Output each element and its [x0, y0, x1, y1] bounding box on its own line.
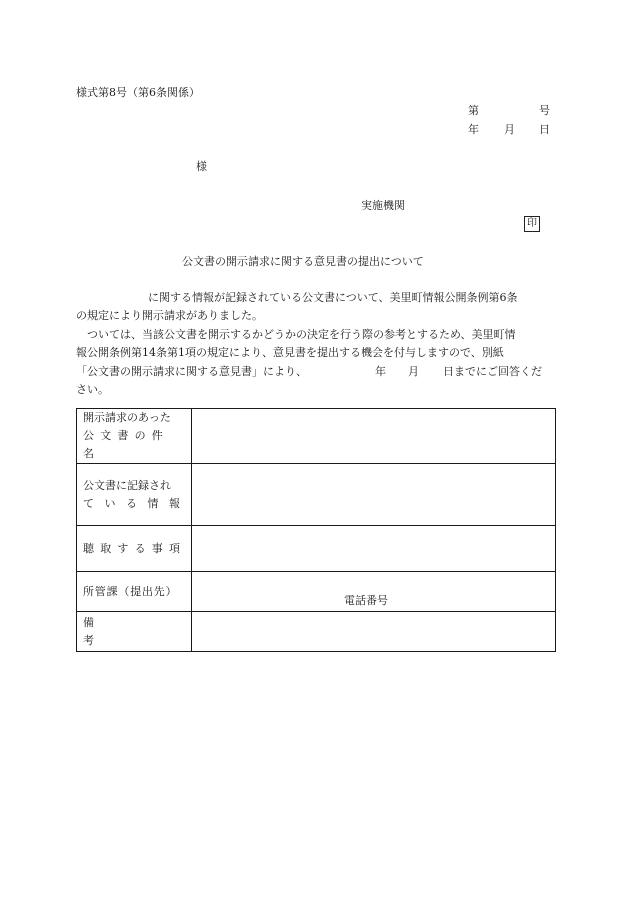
- phone-number-label: 電話番号: [344, 594, 388, 607]
- body-line-1: に関する情報が記録されている公文書について、美里町情報公開条例第6条: [148, 291, 518, 304]
- date-month: 月: [504, 123, 515, 136]
- information-table: [76, 408, 556, 652]
- sender-organization: 実施機関: [361, 199, 405, 212]
- label-recorded-information-line2: ている情報: [83, 496, 191, 510]
- label-requested-document-line2: 公文書の件名: [83, 429, 169, 460]
- table-row: [77, 464, 556, 526]
- document-title: 公文書の開示請求に関する意見書の提出について: [182, 255, 424, 268]
- document-number-prefix: 第: [468, 104, 479, 117]
- seal-stamp: 印: [524, 216, 540, 232]
- table-row: [77, 612, 556, 652]
- table-row: [77, 572, 556, 612]
- label-responsible-section: 所管課（提出先）: [77, 572, 192, 612]
- label-remarks: 備考: [77, 612, 192, 652]
- body-line-5-start: 「公文書の開示請求に関する意見書」により、: [76, 365, 307, 378]
- date-day: 日: [539, 123, 550, 136]
- value-hearing-items[interactable]: [192, 526, 556, 572]
- body-line-6: さい。: [76, 383, 109, 396]
- table-row: [77, 409, 556, 464]
- value-remarks[interactable]: [192, 612, 556, 652]
- value-requested-document[interactable]: [192, 409, 556, 464]
- document-number-suffix: 号: [539, 104, 550, 117]
- label-recorded-information: 公文書に記録され ている情報: [77, 464, 192, 526]
- table-row: [77, 526, 556, 572]
- value-responsible-section[interactable]: [192, 572, 556, 612]
- body-deadline-month: 月: [408, 365, 419, 378]
- body-deadline-year: 年: [375, 365, 386, 378]
- label-hearing-items: 聴取する事項: [77, 526, 192, 572]
- body-line-4: 報公開条例第14条第1項の規定により、意見書を提出する機会を付与しますので、別紙: [76, 346, 504, 359]
- body-line-3: ついては、当該公文書を開示するかどうかの決定を行う際の参考とするため、美里町情: [87, 328, 516, 341]
- body-line-5-end: 日までにご回答くだ: [443, 365, 542, 378]
- label-requested-document: 開示請求のあった 公文書の件名: [77, 409, 192, 464]
- date-year: 年: [468, 123, 479, 136]
- value-recorded-information[interactable]: [192, 464, 556, 526]
- form-number: 様式第8号（第6条関係）: [76, 86, 200, 99]
- addressee-honorific: 様: [196, 160, 207, 173]
- body-line-2: の規定により開示請求がありました。: [76, 309, 263, 322]
